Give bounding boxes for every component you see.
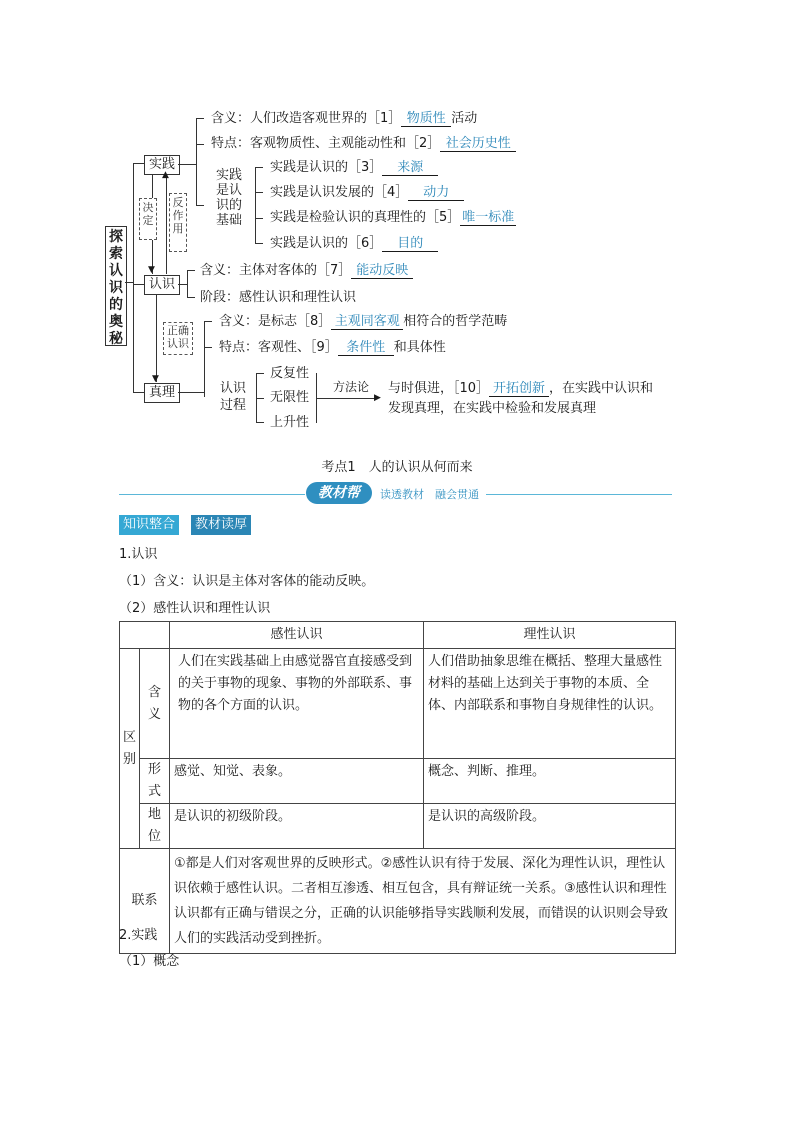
connector <box>256 398 264 399</box>
section-title: 考点1 人的认识从何而来 <box>321 460 473 475</box>
row-label: 形式 <box>140 759 170 804</box>
truth-process-label: 认识过程 <box>219 381 246 413</box>
tag-textbook: 教材读厚 <box>191 515 251 535</box>
connector <box>256 422 264 423</box>
cognition-stages: 阶段：感性认识和理性认识 <box>200 290 357 305</box>
connector <box>256 373 264 374</box>
process-item-3: 上升性 <box>270 415 310 430</box>
cognition-node: 认识 <box>144 275 180 295</box>
truth-node: 真理 <box>144 383 180 403</box>
table-cell: 人们借助抽象思维在概括、整理大量感性材料的基础上达到关于事物的本质、全体、内部联系和事物自身规律性的认识。 <box>424 649 676 759</box>
connector <box>125 282 133 283</box>
paragraph-types: （2）感性认识和理性认识 <box>119 601 271 616</box>
group-label: 区别 <box>120 649 140 849</box>
row-label: 联系 <box>120 849 170 954</box>
connector <box>133 163 134 393</box>
brace <box>255 167 256 244</box>
arrow-up <box>166 176 167 274</box>
cognition-meaning: 含义：主体对客体的［7］ 能动反映 <box>200 263 413 279</box>
table-cell: 概念、判断、推理。 <box>424 759 676 804</box>
practice-node: 实践 <box>144 155 180 175</box>
table-row <box>120 649 676 759</box>
banner-line-right <box>486 494 672 495</box>
connector <box>204 347 212 348</box>
column-header: 理性认识 <box>424 622 676 649</box>
connector <box>133 284 144 285</box>
connector <box>133 163 144 164</box>
connector <box>196 144 204 145</box>
mindmap-root: 探索认识的奥秘 <box>105 226 127 346</box>
brace <box>204 321 205 397</box>
connector <box>133 392 144 393</box>
arrow-head-up: ▲ <box>162 170 169 180</box>
heading-cognition: 1.认识 <box>119 547 158 562</box>
method-arrow <box>316 398 376 399</box>
basis-item-3: 实践是检验认识的真理性的［5］ 唯一标准 <box>270 210 515 225</box>
tag-knowledge: 知识整合 <box>119 515 179 535</box>
banner-title: 教材帮 <box>306 482 372 504</box>
connector <box>178 164 196 165</box>
truth-meaning: 含义：是标志［8］ 主观同客观 相符合的哲学范畴 <box>219 314 508 329</box>
column-header: 感性认识 <box>170 622 424 649</box>
brace <box>196 118 197 206</box>
react-label: 反作用 <box>169 193 187 252</box>
practice-meaning: 含义：人们改造客观世界的［1］ 物质性 活动 <box>211 111 478 126</box>
cognition-table <box>119 621 676 954</box>
table-header-row <box>120 622 676 649</box>
table-cell: ①都是人们对客观世界的反映形式。②感性认识有待于发展、深化为理性认识，理性认识依赖于感性认识。二者相互渗透、相互包含，具有辩证统一关系。③感性认识和理性认识都有正确与错误之分，正确的认识能够指导实践顺利发展，而错误的认识则会导致人们的实践活动受到挫折。 <box>170 849 676 954</box>
practice-features: 特点：客观物质性、主观能动性和［2］ 社会历史性 <box>211 136 516 152</box>
correct-cognition-label: 正确认识 <box>163 322 193 355</box>
row-label: 含义 <box>140 649 170 759</box>
basis-item-4: 实践是认识的［6］ 目的 <box>270 236 438 252</box>
paragraph-concept: （1）概念 <box>119 954 180 969</box>
paragraph-meaning: （1）含义：认识是主体对客体的能动反映。 <box>119 574 375 589</box>
banner-subtitle: 读透教材 融会贯通 <box>380 488 479 501</box>
table-row <box>120 759 676 804</box>
connector <box>178 284 187 285</box>
row-label: 地位 <box>140 804 170 849</box>
arrow-head-down: ▼ <box>148 265 155 275</box>
table-cell: 是认识的高级阶段。 <box>424 804 676 849</box>
decide-label: 决定 <box>139 198 157 240</box>
table-cell: 人们在实践基础上由感觉器官直接感受到的关于事物的现象、事物的外部联系、事物的各个方面的认识。 <box>170 649 424 759</box>
brace <box>187 270 188 298</box>
basis-item-2: 实践是认识发展的［4］ 动力 <box>270 185 464 201</box>
method-label: 方法论 <box>333 380 370 394</box>
method-line-1: 与时俱进，［10］ 开拓创新 ，在实践中认识和 <box>388 381 654 396</box>
process-item-1: 反复性 <box>270 366 310 381</box>
arrow-down-truth <box>156 294 157 382</box>
connector <box>187 270 195 271</box>
connector <box>196 118 204 119</box>
table-cell: 感觉、知觉、表象。 <box>170 759 424 804</box>
connector <box>187 297 195 298</box>
method-line-2: 发现真理，在实践中检验和发展真理 <box>388 401 597 416</box>
table-row <box>120 849 676 954</box>
connector <box>255 243 263 244</box>
practice-basis-label: 实践是认识的基础 <box>215 168 242 228</box>
table-corner <box>120 622 170 649</box>
truth-features: 特点：客观性、［9］ 条件性 和具体性 <box>219 340 446 355</box>
table-cell: 是认识的初级阶段。 <box>170 804 424 849</box>
table-row <box>120 804 676 849</box>
connector <box>204 321 212 322</box>
connector <box>255 192 263 193</box>
connector <box>178 392 204 393</box>
connector <box>255 218 263 219</box>
heading-practice: 2.实践 <box>119 928 158 943</box>
process-item-2: 无限性 <box>270 390 310 405</box>
basis-item-1: 实践是认识的［3］ 来源 <box>270 160 438 176</box>
banner-line-left <box>119 494 305 495</box>
connector <box>196 205 204 206</box>
arrow-head-down: ▼ <box>152 374 159 384</box>
connector <box>255 167 263 168</box>
arrow-head-right: ▶ <box>374 393 381 403</box>
